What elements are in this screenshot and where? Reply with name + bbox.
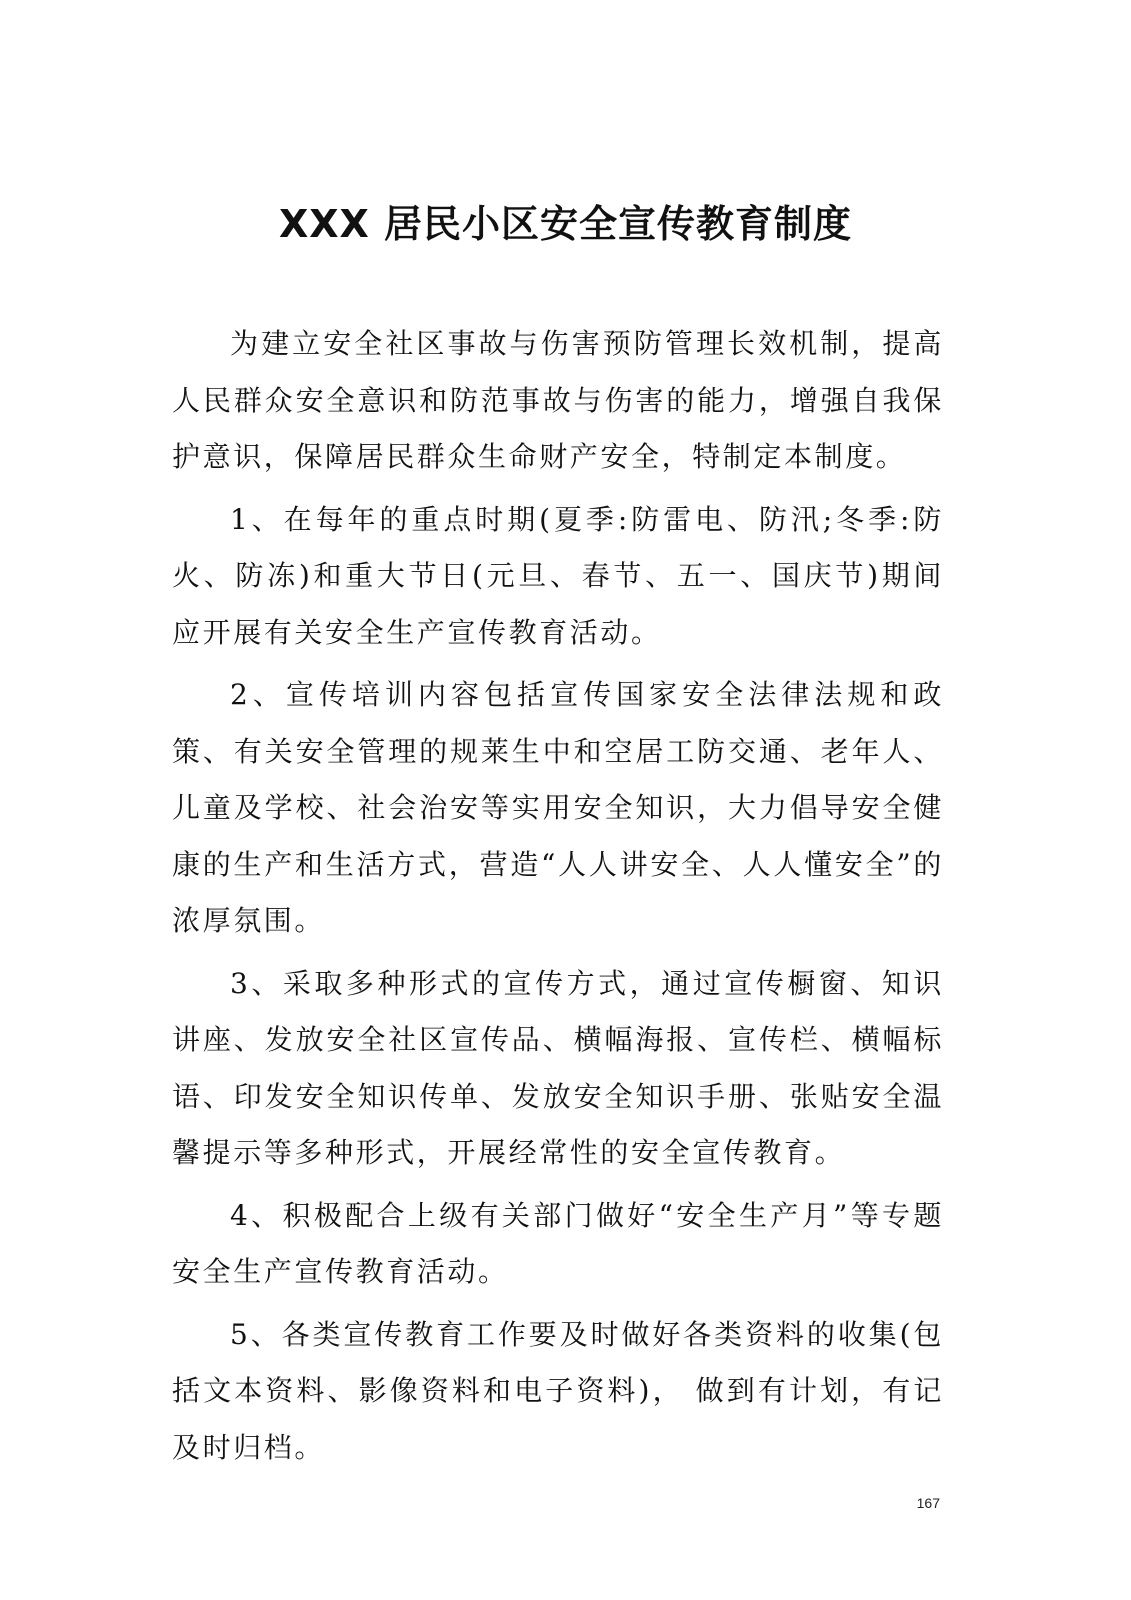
clause-1-paragraph: 1、在每年的重点时期(夏季:防雷电、防汛;冬季:防火、防冻)和重大节日(元旦、春节、五一、国庆节)期间应开展有关安全生产宣传教育活动。 bbox=[172, 502, 944, 649]
clause-2-paragraph: 2、宣传培训内容包括宣传国家安全法律法规和政策、有关安全管理的规莱生中和空居工防交通、老年人、儿童及学校、社会治安等实用安全知识，大力倡导安全健康的生产和生活方式，营造“人人讲安全、人人懂安全”的浓厚氛围。 bbox=[172, 678, 944, 937]
document-body bbox=[172, 316, 944, 1482]
clause-5-paragraph: 5、各类宣传教育工作要及时做好各类资料的收集(包括文本资料、影像资料和电子资料)， 做到有计划，有记及时归档。 bbox=[172, 1317, 944, 1464]
intro-paragraph: 为建立安全社区事故与伤害预防管理长效机制，提高人民群众安全意识和防范事故与伤害的能力，增强自我保护意识，保障居民群众生命财产安全，特制定本制度。 bbox=[172, 327, 944, 473]
clause-4-paragraph: 4、积极配合上级有关部门做好“安全生产月”等专题安全生产宣传教育活动。 bbox=[172, 1198, 944, 1288]
clause-3-paragraph: 3、采取多种形式的宣传方式，通过宣传橱窗、知识讲座、发放安全社区宣传品、横幅海报、宣传栏、横幅标语、印发安全知识传单、发放安全知识手册、张贴安全温馨提示等多种形式，开展经常性的安全宣传教育。 bbox=[172, 966, 944, 1169]
page-number: 167 bbox=[916, 1495, 940, 1511]
document-title: XXX 居民小区安全宣传教育制度 bbox=[278, 202, 853, 246]
